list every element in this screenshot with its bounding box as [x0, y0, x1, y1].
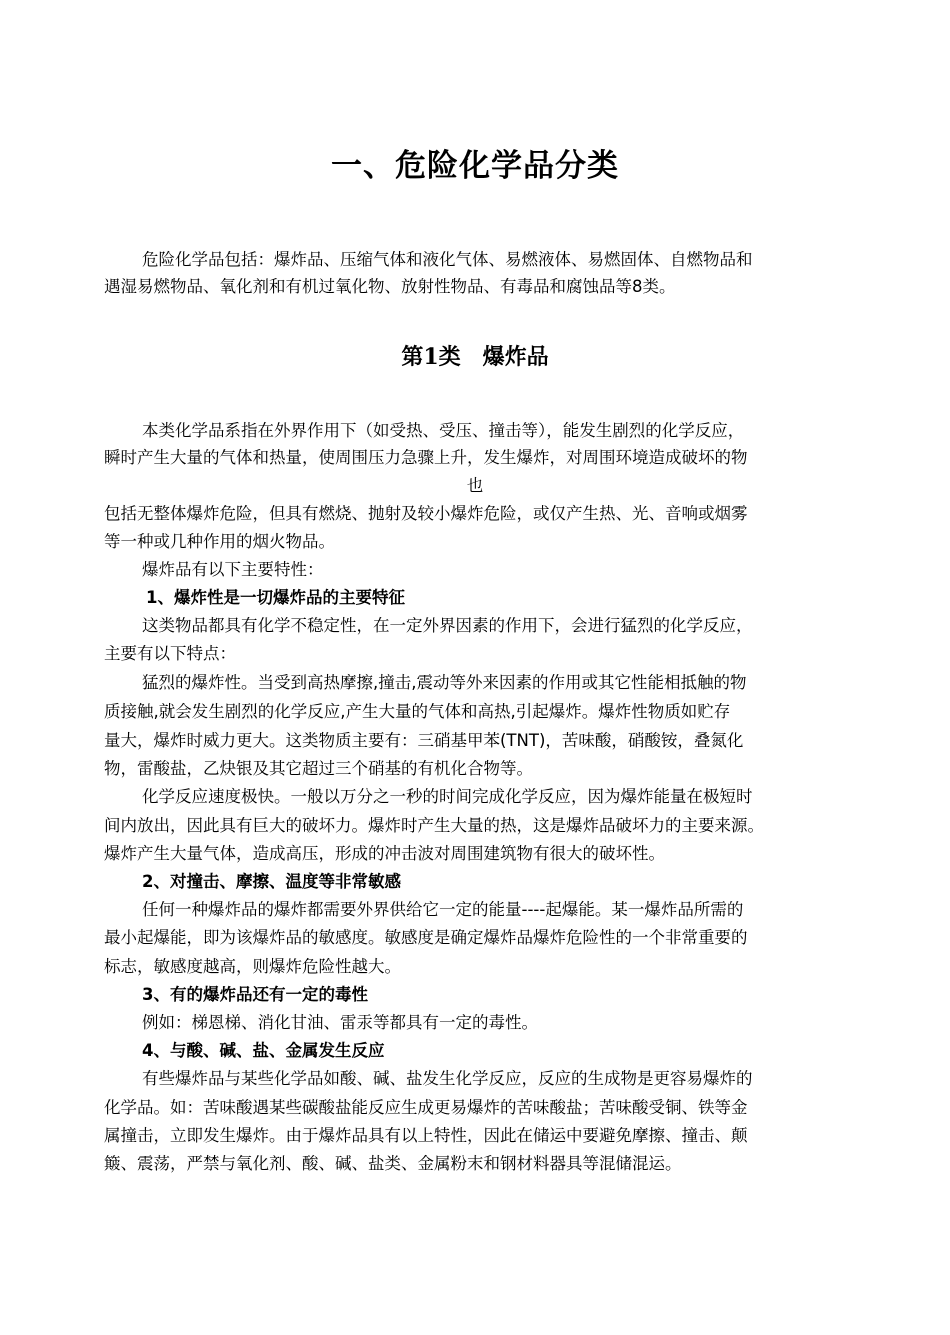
- body-line: 瞬时产生大量的气体和热量，使周围压力急骤上升，发生爆炸，对周围环境造成破坏的物: [104, 448, 748, 467]
- body-line: 爆炸产生大量气体，造成高压，形成的冲击波对周围建筑物有很大的破坏性。: [104, 844, 665, 863]
- body-line: 也: [466, 476, 484, 495]
- body-line: 化学反应速度极快。一般以万分之一秒的时间完成化学反应，因为爆炸能量在极短时: [142, 787, 753, 806]
- subheading: 2、对撞击、摩擦、温度等非常敏感: [142, 872, 401, 891]
- body-line: 任何一种爆炸品的爆炸都需要外界供给它一定的能量----起爆能。某一爆炸品所需的: [142, 900, 744, 919]
- page-title: 一、危险化学品分类: [331, 148, 619, 184]
- body-line: 主要有以下特点：: [104, 644, 236, 663]
- body-line: 猛烈的爆炸性。当受到高热摩擦,撞击,震动等外来因素的作用或其它性能相抵触的物: [142, 673, 747, 692]
- body-line: 本类化学品系指在外界作用下（如受热、受压、撞击等），能发生剧烈的化学反应，: [142, 421, 745, 440]
- intro-line-2: 遇湿易燃物品、氧化剂和有机过氧化物、放射性物品、有毒品和腐蚀品等8类。: [104, 277, 676, 296]
- subheading: 1、爆炸性是一切爆炸品的主要特征: [146, 588, 405, 607]
- body-line: 最小起爆能，即为该爆炸品的敏感度。敏感度是确定爆炸品爆炸危险性的一个非常重要的: [104, 928, 748, 947]
- body-line: 物，雷酸盐，乙炔银及其它超过三个硝基的有机化合物等。: [104, 759, 533, 778]
- body-line: 包括无整体爆炸危险，但具有燃烧、抛射及较小爆炸危险，或仅产生热、光、音响或烟雾: [104, 504, 748, 523]
- body-line: 簸、震荡，严禁与氧化剂、酸、碱、盐类、金属粉末和钢材料器具等混储混运。: [104, 1154, 682, 1173]
- body-line: 这类物品都具有化学不稳定性，在一定外界因素的作用下，会进行猛烈的化学反应，: [142, 616, 753, 635]
- body-line: 标志，敏感度越高，则爆炸危险性越大。: [104, 957, 401, 976]
- body-line: 爆炸品有以下主要特性：: [142, 560, 324, 579]
- subheading: 4、与酸、碱、盐、金属发生反应: [142, 1041, 385, 1060]
- subheading: 3、有的爆炸品还有一定的毒性: [142, 985, 368, 1004]
- intro-line-1: 危险化学品包括：爆炸品、压缩气体和液化气体、易燃液体、易燃固体、自燃物品和: [142, 250, 753, 269]
- body-line: 等一种或几种作用的烟火物品。: [104, 532, 335, 551]
- body-line: 质接触,就会发生剧烈的化学反应,产生大量的气体和高热,引起爆炸。爆炸性物质如贮存: [104, 702, 731, 721]
- body-line: 属撞击，立即发生爆炸。由于爆炸品具有以上特性，因此在储运中要避免摩擦、撞击、颠: [104, 1126, 748, 1145]
- body-line: 间内放出，因此具有巨大的破坏力。爆炸时产生大量的热，这是爆炸品破坏力的主要来源。: [104, 816, 764, 835]
- body-line: 例如：梯恩梯、消化甘油、雷汞等都具有一定的毒性。: [142, 1013, 538, 1032]
- body-line: 量大，爆炸时威力更大。这类物质主要有：三硝基甲苯(TNT)，苦味酸，硝酸铵，叠氮化: [104, 731, 744, 750]
- body-line: 有些爆炸品与某些化学品如酸、碱、盐发生化学反应，反应的生成物是更容易爆炸的: [142, 1069, 753, 1088]
- section-title: 第1类 爆炸品: [401, 344, 549, 370]
- body-line: 化学品。如：苦味酸遇某些碳酸盐能反应生成更易爆炸的苦味酸盐；苦味酸受铜、铁等金: [104, 1098, 748, 1117]
